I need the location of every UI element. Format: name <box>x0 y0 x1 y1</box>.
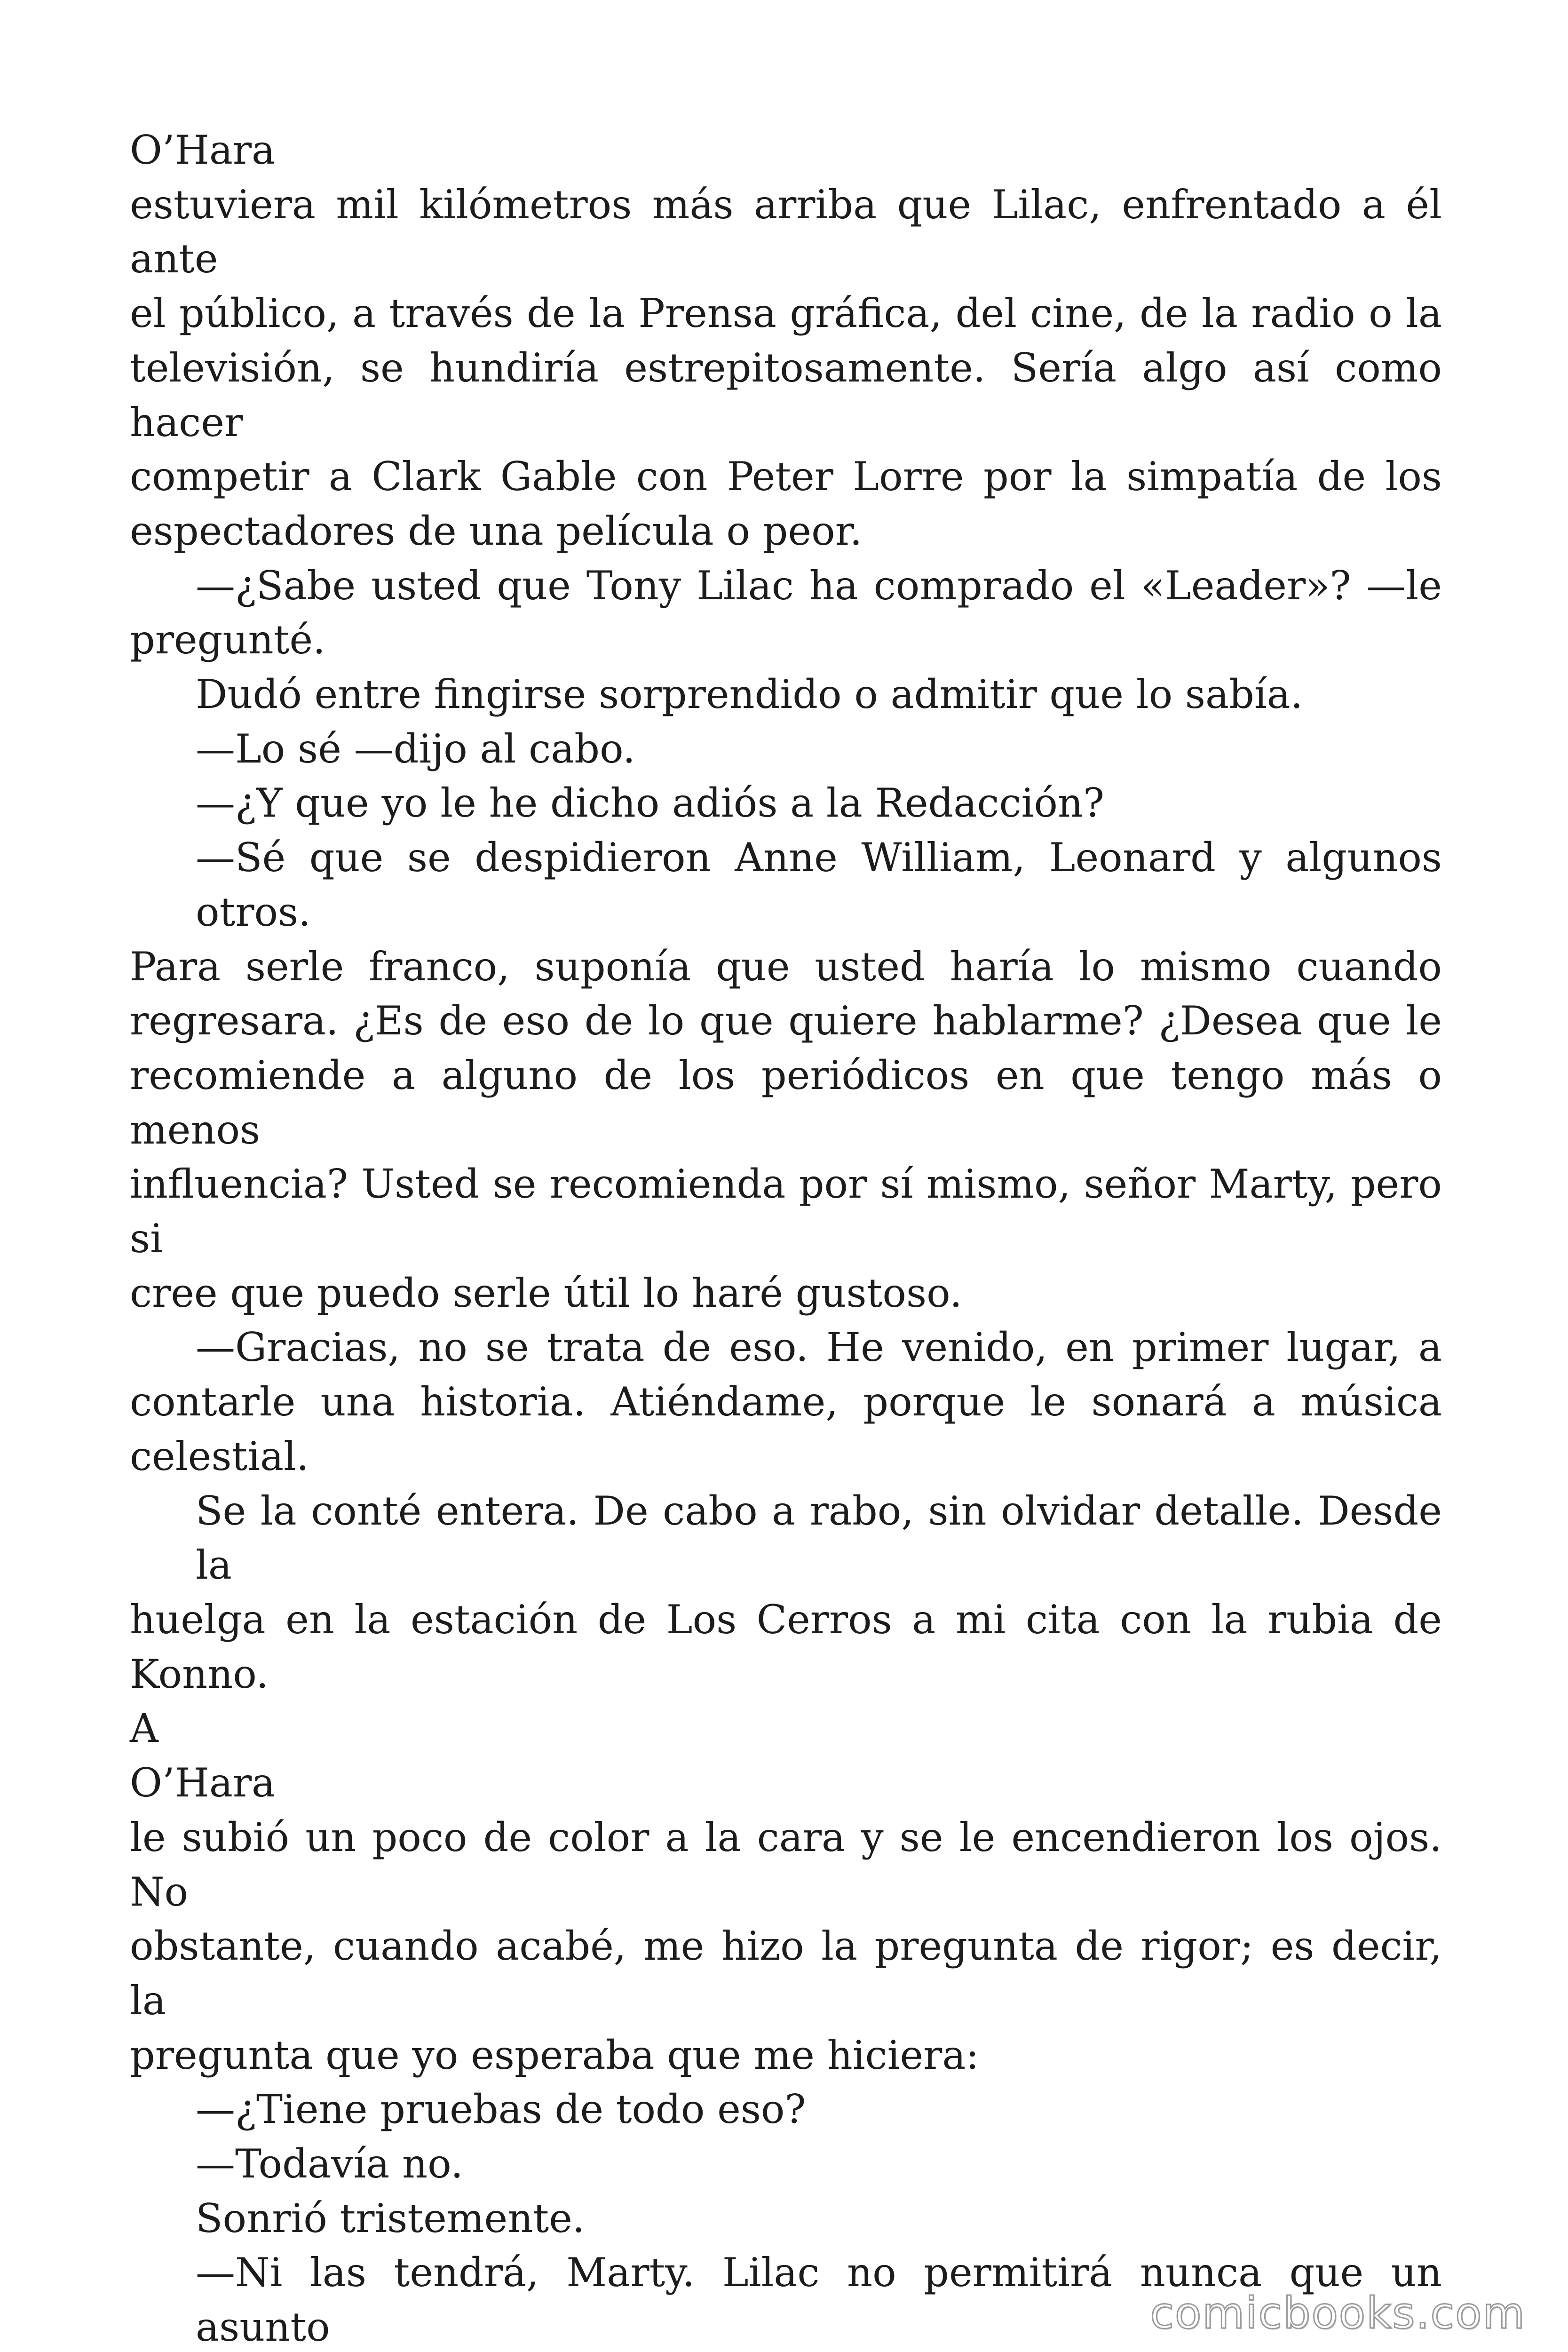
text-line: —¿Tiene pruebas de todo eso? <box>196 2086 806 2133</box>
watermark-logo: comicbooks.com <box>1150 2288 1526 2338</box>
text-line: O’Hara <box>130 1760 276 1806</box>
text-line: Sonrió tristemente. <box>196 2195 585 2241</box>
text-line: el público, a través de la Prensa gráfica, del cine, de la radio o la <box>130 290 1442 337</box>
text-line: —Lo sé —dijo al cabo. <box>196 725 635 772</box>
text-line: obstante, cuando acabé, me hizo la pregunta de rigor; es decir, la <box>130 1923 1442 2024</box>
text-line: le subió un poco de color a la cara y se le encendieron los ojos. No <box>130 1814 1442 1915</box>
book-page-text <box>130 123 1442 2352</box>
text-line: —Ni las tendrá, Marty. Lilac no permitirá nunca que un asunto <box>196 2249 1442 2351</box>
text-line: —Gracias, no se trata de eso. He venido, en primer lugar, a <box>196 1324 1442 1371</box>
text-line: —Sé que se despidieron Anne William, Leonard y algunos otros. <box>196 834 1442 935</box>
text-line: espectadores de una película o peor. <box>130 508 863 554</box>
text-line: Dudó entre fingirse sorprendido o admitir que lo sabía. <box>196 671 1303 718</box>
text-line: regresara. ¿Es de eso de lo que quiere hablarme? ¿Desea que le <box>130 998 1442 1044</box>
text-line: recomiende a alguno de los periódicos en que tengo más o menos <box>130 1052 1442 1153</box>
text-line: Se la conté entera. De cabo a rabo, sin olvidar detalle. Desde la <box>196 1487 1442 1589</box>
text-line: —¿Y que yo le he dicho adiós a la Redacción? <box>196 780 1105 826</box>
text-line: pregunta que yo esperaba que me hiciera: <box>130 2032 979 2078</box>
text-line: celestial. <box>130 1433 309 1479</box>
text-line: televisión, se hundiría estrepitosamente. Sería algo así como hacer <box>130 344 1442 445</box>
text-line: cree que puedo serle útil lo haré gustoso. <box>130 1270 962 1316</box>
text-line: estuviera mil kilómetros más arriba que Lilac, enfrentado a él ante <box>130 181 1442 282</box>
text-line: A <box>130 1705 158 1752</box>
text-line: O’Hara <box>130 127 276 173</box>
text-line: contarle una historia. Atiéndame, porque le sonará a música <box>130 1379 1442 1425</box>
text-line: —Todavía no. <box>196 2141 463 2187</box>
text-line: influencia? Usted se recomienda por sí mismo, señor Marty, pero si <box>130 1161 1442 1262</box>
text-line: huelga en la estación de Los Cerros a mi cita con la rubia de Konno. <box>130 1596 1442 1697</box>
text-line: competir a Clark Gable con Peter Lorre por la simpatía de los <box>130 453 1442 500</box>
text-line: Para serle franco, suponía que usted haría lo mismo cuando <box>130 943 1442 990</box>
text-line: —¿Sabe usted que Tony Lilac ha comprado el «Leader»? —le <box>196 562 1442 609</box>
text-line: pregunté. <box>130 617 325 663</box>
